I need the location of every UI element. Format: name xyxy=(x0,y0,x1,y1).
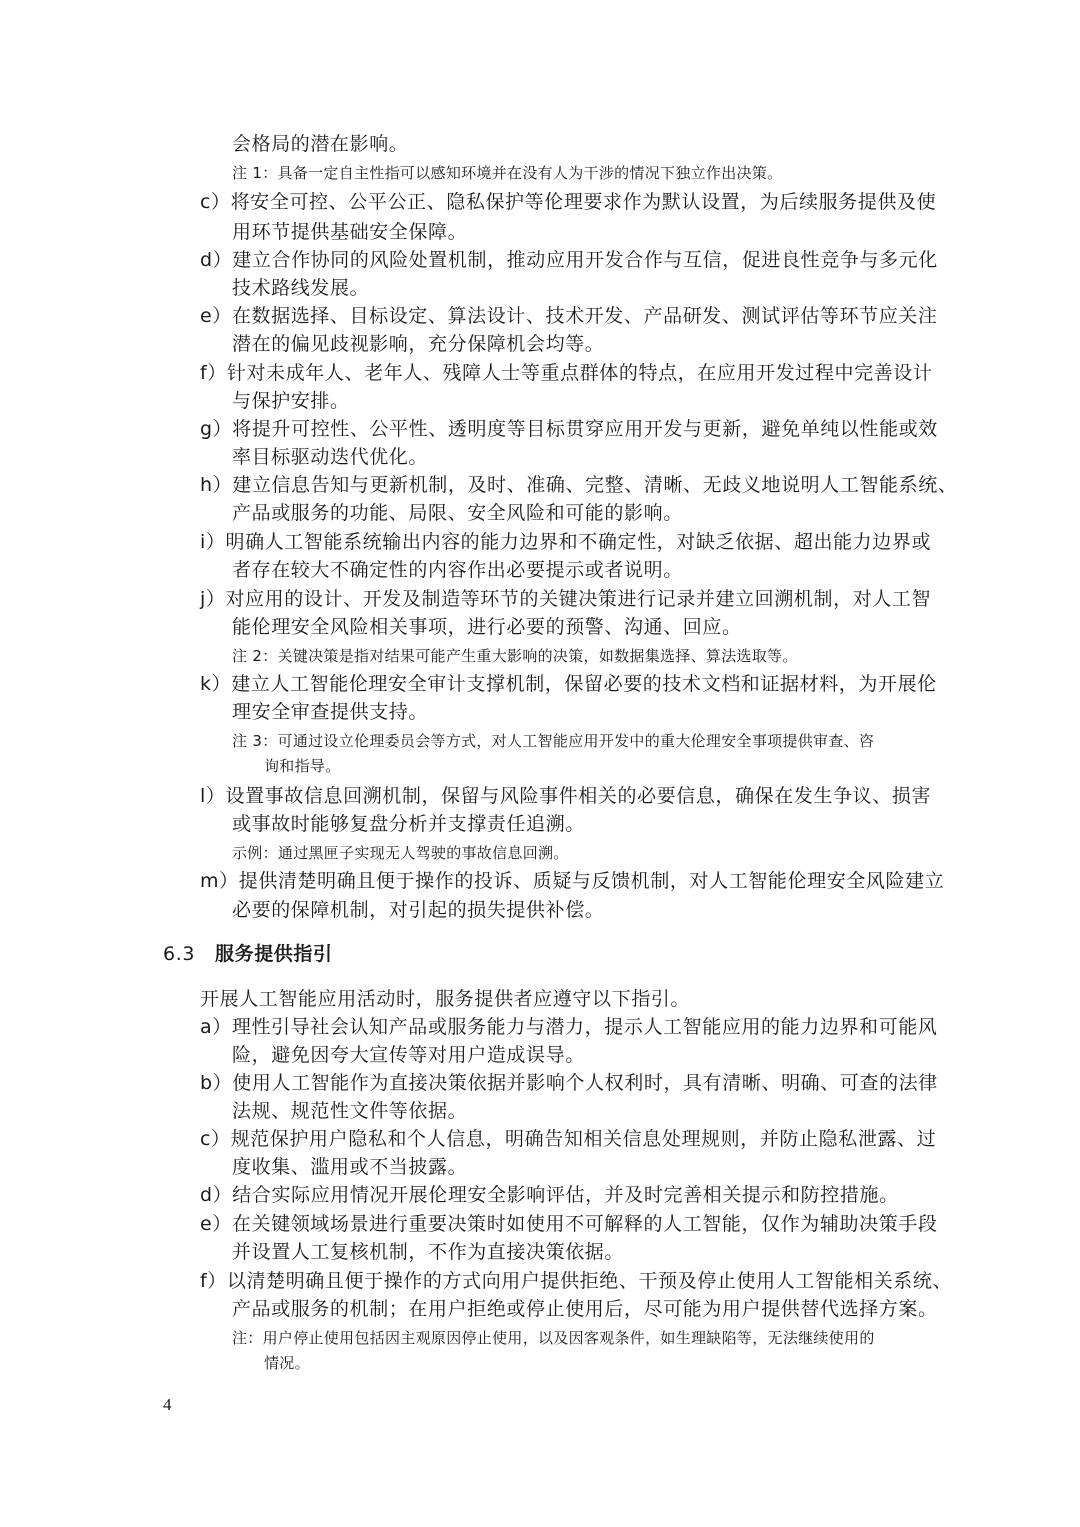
list-item-text: 建立信息告知与更新机制，及时、准确、完整、清晰、无歧义地说明人工智能系统、 xyxy=(232,474,958,496)
list-item-j-line2: 能伦理安全风险相关事项，进行必要的预警、沟通、回应。 xyxy=(232,616,742,638)
list-item-k-line1 xyxy=(200,670,937,698)
list-item-label: f） xyxy=(200,1270,227,1292)
list-item-text: 对应用的设计、开发及制造等环节的关键决策进行记录并建立回溯机制，对人工智 xyxy=(225,588,932,610)
list-item-text: 针对未成年人、老年人、残障人士等重点群体的特点，在应用开发过程中完善设计 xyxy=(226,362,933,384)
service-note-line1 xyxy=(232,1327,875,1349)
list-item-text: 设置事故信息回溯机制，保留与风险事件相关的必要信息，确保在发生争议、损害 xyxy=(225,785,932,807)
list-item-i-line1 xyxy=(200,528,931,556)
list-item-text: 将安全可控、公平公正、隐私保护等伦理要求作为默认设置，为后续服务提供及使 xyxy=(230,191,937,213)
service-item-e-line1 xyxy=(200,1210,938,1238)
example-label: 示例： xyxy=(232,844,278,862)
list-item-label: e） xyxy=(200,1213,232,1235)
note-1 xyxy=(232,162,782,184)
section-intro: 开展人工智能应用活动时，服务提供者应遵守以下指引。 xyxy=(200,988,691,1010)
list-item-f-line2: 与保护安排。 xyxy=(232,390,350,412)
note-label: 注 3： xyxy=(232,732,278,750)
list-item-d-line1 xyxy=(200,246,938,274)
note-label: 注 2： xyxy=(232,647,278,665)
section-number: 6.3 xyxy=(163,943,196,965)
note-text: 用户停止使用包括因主观原因停止使用，以及因客观条件，如生理缺陷等，无法继续使用的 xyxy=(262,1329,875,1347)
list-item-label: d） xyxy=(200,249,233,271)
service-item-b-line1 xyxy=(200,1069,938,1097)
list-item-label: a） xyxy=(200,1016,232,1038)
note-text: 具备一定自主性指可以感知环境并在没有人为干涉的情况下独立作出决策。 xyxy=(277,164,783,182)
service-item-d-line1 xyxy=(200,1181,899,1209)
page-number: 4 xyxy=(163,1395,172,1414)
service-item-a-line1 xyxy=(200,1013,937,1041)
note-label: 注： xyxy=(232,1329,263,1347)
list-item-m-line1 xyxy=(200,867,944,895)
service-item-c-line1 xyxy=(200,1125,936,1153)
list-item-g-line2: 率目标驱动迭代优化。 xyxy=(232,446,429,468)
list-item-label: c） xyxy=(200,191,231,213)
list-item-m-line2: 必要的保障机制，对引起的损失提供补偿。 xyxy=(232,899,605,921)
note-text: 可通过设立伦理委员会等方式，对人工智能应用开发中的重大伦理安全事项提供审查、咨 xyxy=(277,732,875,750)
list-item-i-line2: 者存在较大不确定性的内容作出必要提示或者说明。 xyxy=(232,559,683,581)
list-item-label: m） xyxy=(200,870,239,892)
example-text: 通过黑匣子实现无人驾驶的事故信息回溯。 xyxy=(277,844,569,862)
list-item-text: 在数据选择、目标设定、算法设计、技术开发、产品研发、测试评估等环节应关注 xyxy=(231,305,938,327)
list-item-label: h） xyxy=(200,474,233,496)
list-item-label: k） xyxy=(200,673,232,695)
list-item-label: f） xyxy=(200,362,227,384)
intro-tail: 会格局的潜在影响。 xyxy=(232,133,409,155)
service-note-line2: 情况。 xyxy=(264,1354,310,1372)
service-item-a-line2: 险，避免因夸大宣传等对用户造成误导。 xyxy=(232,1044,585,1066)
list-item-h-line2: 产品或服务的功能、局限、安全风险和可能的影响。 xyxy=(232,502,683,524)
list-item-label: j） xyxy=(200,588,226,610)
note-label: 注 1： xyxy=(232,164,278,182)
list-item-text: 建立人工智能伦理安全审计支撑机制，保留必要的技术文档和证据材料，为开展伦 xyxy=(231,673,937,695)
list-item-e-line2: 潜在的偏见歧视影响，充分保障机会均等。 xyxy=(232,333,605,355)
list-item-text: 使用人工智能作为直接决策依据并影响个人权利时，具有清晰、明确、可查的法律 xyxy=(232,1072,938,1094)
list-item-label: d） xyxy=(200,1184,233,1206)
list-item-text: 在关键领域场景进行重要决策时如使用不可解释的人工智能，仅作为辅助决策手段 xyxy=(231,1213,938,1235)
list-item-g-line1 xyxy=(200,415,938,443)
example xyxy=(232,842,569,864)
service-item-b-line2: 法规、规范性文件等依据。 xyxy=(232,1100,468,1122)
list-item-label: g） xyxy=(200,418,233,440)
list-item-label: i） xyxy=(200,531,226,553)
list-item-f-line1 xyxy=(200,359,933,387)
list-item-text: 结合实际应用情况开展伦理安全影响评估，并及时完善相关提示和防控措施。 xyxy=(232,1184,899,1206)
list-item-text: 规范保护用户隐私和个人信息，明确告知相关信息处理规则，并防止隐私泄露、过 xyxy=(230,1128,937,1150)
list-item-c-line1 xyxy=(200,188,936,216)
list-item-j-line1 xyxy=(200,585,931,613)
list-item-label: e） xyxy=(200,305,232,327)
list-item-text: 提供清楚明确且便于操作的投诉、质疑与反馈机制，对人工智能伦理安全风险建立 xyxy=(238,870,945,892)
service-item-f-line1 xyxy=(200,1267,952,1295)
service-item-e-line2: 并设置人工复核机制，不作为直接决策依据。 xyxy=(232,1241,625,1263)
section-title: 服务提供指引 xyxy=(215,943,333,965)
list-item-e-line1 xyxy=(200,302,938,330)
service-item-f-line2: 产品或服务的机制；在用户拒绝或停止使用后，尽可能为用户提供替代选择方案。 xyxy=(232,1298,938,1320)
list-item-label: b） xyxy=(200,1072,233,1094)
list-item-k-line2: 理安全审查提供支持。 xyxy=(232,701,429,723)
note-3-line1 xyxy=(232,730,874,752)
list-item-d-line2: 技术路线发展。 xyxy=(232,277,370,299)
list-item-l-line2: 或事故时能够复盘分析并支撑责任追溯。 xyxy=(232,813,585,835)
list-item-text: 明确人工智能系统输出内容的能力边界和不确定性，对缺乏依据、超出能力边界或 xyxy=(225,531,932,553)
note-2 xyxy=(232,645,798,667)
service-item-c-line2: 度收集、滥用或不当披露。 xyxy=(232,1156,468,1178)
list-item-text: 理性引导社会认知产品或服务能力与潜力，提示人工智能应用的能力边界和可能风 xyxy=(231,1016,938,1038)
note-text: 关键决策是指对结果可能产生重大影响的决策，如数据集选择、算法选取等。 xyxy=(277,647,798,665)
list-item-text: 将提升可控性、公平性、透明度等目标贯穿应用开发与更新，避免单纯以性能或效 xyxy=(232,418,938,440)
list-item-text: 建立合作协同的风险处置机制，推动应用开发合作与互信，促进良性竞争与多元化 xyxy=(232,249,938,271)
list-item-l-line1 xyxy=(200,782,931,810)
list-item-label: c） xyxy=(200,1128,231,1150)
section-heading xyxy=(163,940,333,968)
list-item-label: l） xyxy=(200,785,226,807)
list-item-c-line2: 用环节提供基础安全保障。 xyxy=(232,221,468,243)
list-item-h-line1 xyxy=(200,471,957,499)
list-item-text: 以清楚明确且便于操作的方式向用户提供拒绝、干预及停止使用人工智能相关系统、 xyxy=(226,1270,953,1292)
note-3-line2: 询和指导。 xyxy=(264,757,341,775)
